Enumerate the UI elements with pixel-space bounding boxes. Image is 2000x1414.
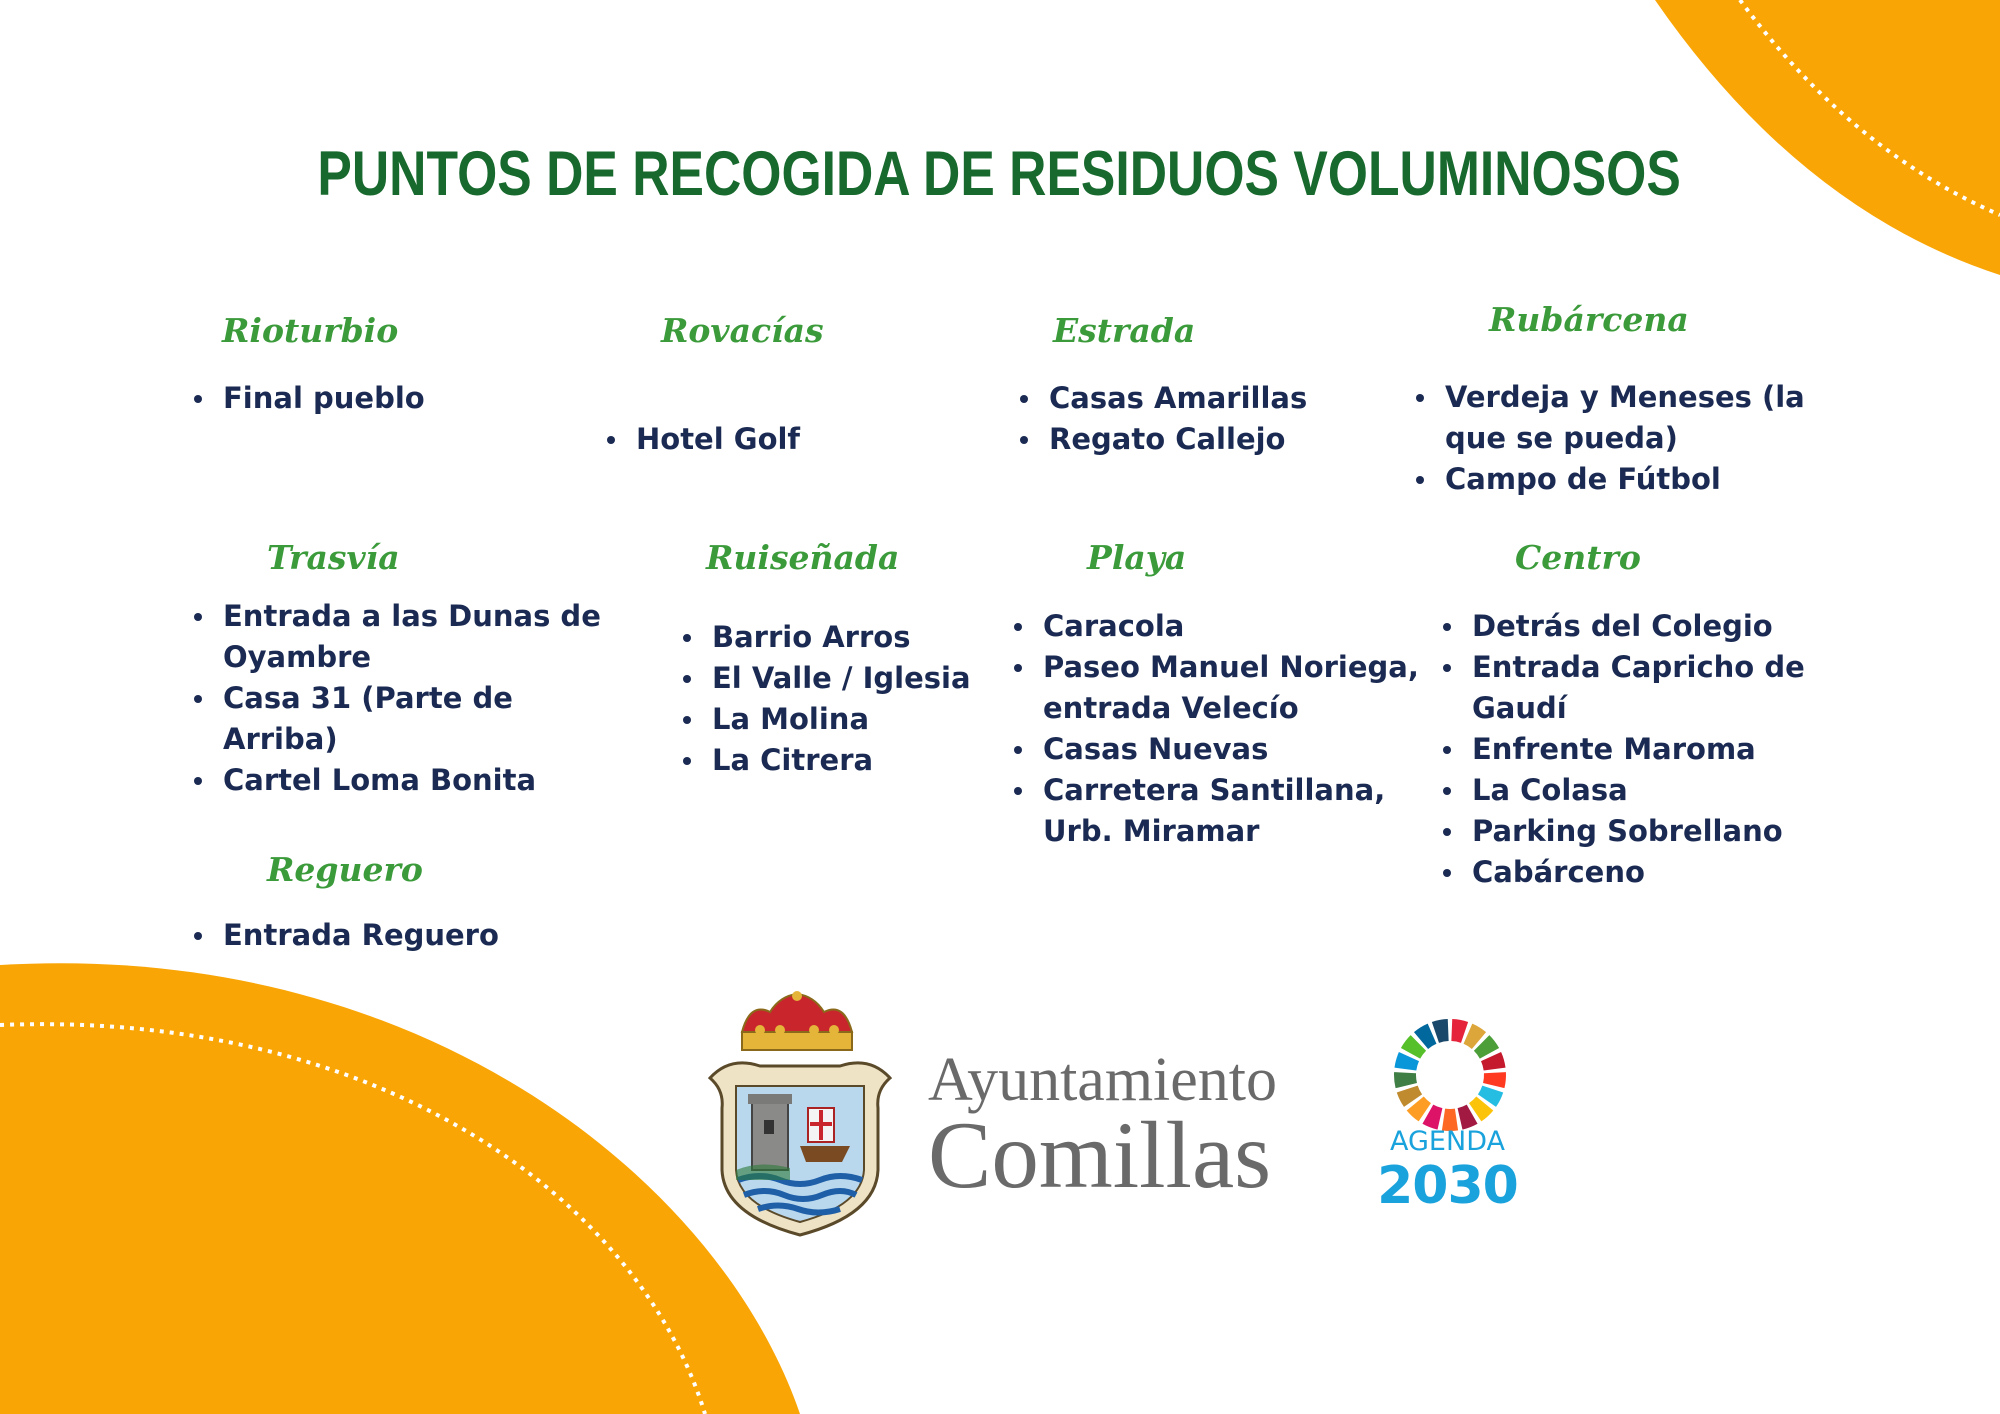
list-item: Entrada a las Dunas de [192, 596, 601, 637]
list-reguero [192, 915, 499, 956]
list-item: que se pueda) [1445, 421, 1678, 455]
list-item: Barrio Arros [681, 617, 971, 658]
list-rioturbio [192, 378, 425, 419]
list-item: Urb. Miramar [1043, 814, 1260, 848]
agenda-2030-wheel-icon [1390, 1015, 1510, 1135]
list-item: Cabárceno [1441, 852, 1805, 893]
ayuntamiento-label: Ayuntamiento [928, 1046, 1278, 1114]
list-rovacias [605, 419, 800, 460]
list-item: La Citrera [681, 740, 971, 781]
list-item: Casa 31 (Parte de [192, 678, 601, 719]
list-item: La Colasa [1441, 770, 1805, 811]
list-estrada [1018, 378, 1307, 460]
list-item: entrada Velecío [1043, 691, 1299, 725]
list-item: El Valle / Iglesia [681, 658, 971, 699]
list-item: Detrás del Colegio [1441, 606, 1805, 647]
list-trasvia [192, 596, 601, 801]
heading-trasvia: Trasvía [267, 538, 400, 577]
heading-rovacias: Rovacías [661, 311, 824, 350]
heading-rubarcena: Rubárcena [1489, 300, 1689, 339]
comillas-label: Comillas [928, 1102, 1272, 1208]
sdg-wheel-segment [1483, 1072, 1506, 1088]
list-item: Caracola [1012, 606, 1419, 647]
list-rubarcena [1414, 377, 1805, 500]
list-item: Paseo Manuel Noriega, [1012, 647, 1419, 688]
heading-rioturbio: Rioturbio [222, 311, 399, 350]
agenda-year-label: 2030 [1377, 1156, 1518, 1216]
list-item: Hotel Golf [605, 419, 800, 460]
list-item: Entrada Capricho de [1441, 647, 1805, 688]
list-item: Campo de Fútbol [1414, 459, 1805, 500]
list-item: Entrada Reguero [192, 915, 499, 956]
list-item: Casas Nuevas [1012, 729, 1419, 770]
list-playa [1012, 606, 1419, 852]
sdg-wheel-segment [1394, 1072, 1417, 1088]
heading-ruisenada: Ruiseñada [706, 538, 900, 577]
list-item: La Molina [681, 699, 971, 740]
list-ruisenada [681, 617, 971, 781]
heading-playa: Playa [1087, 538, 1187, 577]
agenda-label: AGENDA [1390, 1126, 1505, 1157]
list-item: Casas Amarillas [1018, 378, 1307, 419]
heading-reguero: Reguero [267, 850, 423, 889]
list-centro [1441, 606, 1805, 893]
list-item: Enfrente Maroma [1441, 729, 1805, 770]
list-item: Verdeja y Meneses (la [1414, 377, 1805, 418]
list-item: Parking Sobrellano [1441, 811, 1805, 852]
list-item: Cartel Loma Bonita [192, 760, 601, 801]
heading-estrada: Estrada [1053, 311, 1196, 350]
list-item: Regato Callejo [1018, 419, 1307, 460]
list-item: Oyambre [223, 640, 372, 674]
list-item: Arriba) [223, 722, 338, 756]
list-item: Gaudí [1472, 691, 1567, 725]
list-item: Final pueblo [192, 378, 425, 419]
page-title: PUNTOS DE RECOGIDA DE RESIDUOS VOLUMINOSOS [317, 139, 1681, 209]
heading-centro: Centro [1515, 538, 1641, 577]
list-item: Carretera Santillana, [1012, 770, 1419, 811]
comillas-coat-of-arms-icon [700, 990, 900, 1240]
